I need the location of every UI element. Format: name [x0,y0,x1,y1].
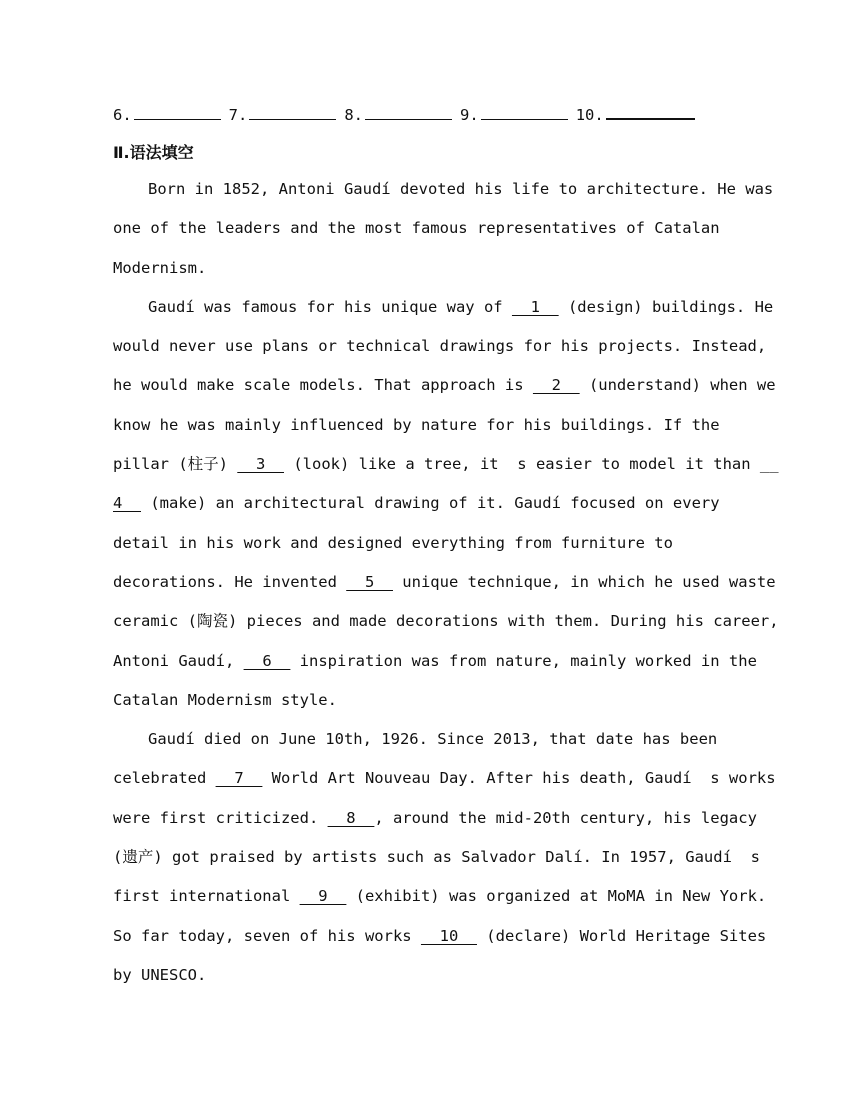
answer-blank-line[interactable] [606,118,695,120]
passage-line [113,366,776,405]
answer-blank-line[interactable] [481,119,568,120]
passage-line [113,838,763,877]
passage-text: Gaudí died on June 10th, 1926. Since 2013, that date has been [148,730,718,749]
passage-line [113,249,763,288]
passage-line [113,484,763,523]
passage-line [113,759,776,798]
passage-line [113,209,763,248]
passage-text: (design) buildings. He [558,297,774,316]
passage-line [113,917,767,956]
answer-blank-line[interactable] [249,119,336,120]
passage-text: decorations. He invented [113,572,347,591]
fill-in-blank[interactable]: __2__ [532,376,580,395]
answer-blank-line[interactable] [134,119,221,120]
answer-number: 8. [344,106,364,124]
passage-line [113,170,774,209]
passage-line [113,327,767,366]
passage-line [113,681,763,720]
fill-in-blank[interactable]: __7__ [215,769,263,788]
answer-blanks-row [113,100,703,124]
cloze-passage [113,170,779,995]
fill-in-blank[interactable]: 4__ [113,494,141,513]
passage-text: inspiration was from nature, mainly worked in the [290,651,757,670]
passage-line [113,799,763,838]
answer-number: 9. [460,106,479,124]
passage-text: (declare) World Heritage Sites [476,926,767,945]
passage-text: Gaudí was famous for his unique way of [148,297,512,316]
passage-text: by UNESCO. [113,965,207,984]
passage-line [113,563,776,602]
fill-in-blank[interactable]: __10__ [420,926,477,945]
passage-line [113,956,763,995]
fill-in-blank[interactable]: __3__ [237,455,284,474]
passage-text: , around the mid-20th century, his legacy [374,808,757,827]
passage-line [113,877,767,916]
passage-text: detail in his work and designed everything from furniture to [113,533,673,552]
passage-text: (exhibit) was organized at MoMA in New York. [346,887,767,906]
answer-item-8 [344,106,452,124]
passage-text: Born in 1852, Antoni Gaudí devoted his life to architecture. He was [148,180,774,198]
passage-text: he would make scale models. That approach is [113,376,533,395]
passage-line [113,524,763,563]
passage-text: pillar (柱子) [113,455,238,474]
answer-number: 6. [113,106,132,124]
passage-line [113,288,774,327]
passage-text: one of the leaders and the most famous representatives of Catalan [113,219,720,238]
passage-text: (make) an architectural drawing of it. Gaudí focused on every [141,494,720,513]
passage-text: unique technique, in which he used waste [392,572,776,591]
passage-text: (understand) when we [579,376,776,395]
answer-item-7 [229,106,337,124]
passage-text: were first criticized. [113,808,328,827]
answer-number: 10. [575,106,604,124]
passage-text: Antoni Gaudí, [113,651,244,670]
fill-in-blank[interactable]: __6__ [243,651,291,670]
passage-line [113,720,763,759]
answer-blank-line[interactable] [365,119,452,120]
passage-text: know he was mainly influenced by nature for his buildings. If the [113,415,720,434]
fill-in-blank[interactable]: __5__ [346,572,393,591]
answer-item-9 [460,106,568,124]
fill-in-blank[interactable]: __1__ [511,297,559,316]
passage-text: So far today, seven of his works [113,926,421,945]
answer-item-10 [576,106,695,124]
answer-number: 7. [228,106,248,124]
fill-in-blank[interactable]: __8__ [327,808,375,827]
passage-text: first international [113,887,300,906]
passage-text: (遗产) got praised by artists such as Salvador Dalí. In 1957, Gaudí s [113,848,760,867]
passage-line [113,602,779,641]
section-heading: Ⅱ.语法填空 [113,143,194,162]
passage-line [113,406,763,445]
passage-text: (look) like a tree, it s easier to model it than __ [284,455,779,474]
passage-text: Modernism. [113,258,207,277]
fill-in-blank[interactable]: __9__ [299,887,347,906]
answer-item-6 [113,106,221,124]
passage-line [113,445,779,484]
passage-text: would never use plans or technical drawings for his projects. Instead, [113,337,767,356]
passage-text: World Art Nouveau Day. After his death, Gaudí s works [262,769,776,788]
passage-text: ceramic (陶瓷) pieces and made decorations with them. During his career, [113,612,779,631]
passage-line [113,642,763,681]
passage-text: Catalan Modernism style. [113,690,337,709]
passage-text: celebrated [113,769,216,788]
